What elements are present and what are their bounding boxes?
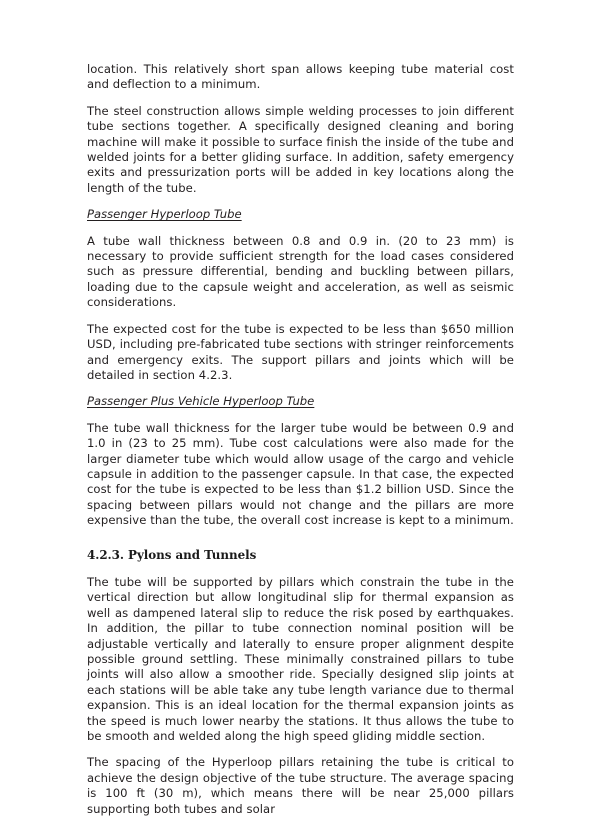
section-heading-pylons-and-tunnels: 4.2.3. Pylons and Tunnels <box>87 547 257 562</box>
paragraph-location-span: location. This relatively short span allows keeping tube material cost and deflection to a minimum. <box>87 62 514 92</box>
subheading-passenger-plus-vehicle-hyperloop-tube-label: Passenger Plus Vehicle Hyperloop Tube <box>87 394 315 409</box>
paragraph-expected-cost-tube: The expected cost for the tube is expected to be less than $650 million USD, including pre-fabricated tube sections with stringer reinforcements and emergency exits. The support pillars and joints which will be detailed in section 4.2.3. <box>87 321 514 382</box>
paragraph-tube-wall-thickness: A tube wall thickness between 0.8 and 0.9 in. (20 to 23 mm) is necessary to provide sufficient strength for the load cases considered such as pressure differential, bending and buckling between pillars, loading due to the capsule weight and acceleration, as well as seismic considerations. <box>87 233 514 310</box>
paragraph-tube-supported-by-pillars: The tube will be supported by pillars which constrain the tube in the vertical direction but allow longitudinal slip for thermal expansion as well as dampened lateral slip to reduce the risk posed by earthquakes. In addition, the pillar to tube connection nominal position will be adjustable vertically and laterally to ensure proper alignment despite possible ground settling. These minimally constrained pillars to tube joints will also allow a smoother ride. Specially designed slip joints at each stations will be able take any tube length variance due to thermal expansion. This is an ideal location for the thermal expansion joints as the speed is much lower nearby the stations. It thus allows the tube to be smooth and welded along the high speed gliding middle section. <box>87 574 514 744</box>
document-text-column <box>87 62 514 828</box>
subheading-passenger-hyperloop-tube-label: Passenger Hyperloop Tube <box>87 207 242 222</box>
paragraph-pillar-spacing: The spacing of the Hyperloop pillars retaining the tube is critical to achieve the design objective of the tube structure. The average spacing is 100 ft (30 m), which means there will be near 25,000 pillars supporting both tubes and solar <box>87 755 514 816</box>
paragraph-larger-tube-thickness: The tube wall thickness for the larger tube would be between 0.9 and 1.0 in (23 to 25 mm). Tube cost calculations were also made for the larger diameter tube which would allow usage of the cargo and vehicle capsule in addition to the passenger capsule. In that case, the expected cost for the tube is expected to be less than $1.2 billion USD. Since the spacing between pillars would not change and the pillars are more expensive than the tube, the overall cost increase is kept to a minimum. <box>87 420 514 528</box>
paragraph-steel-construction: The steel construction allows simple welding processes to join different tube sections together. A specifically designed cleaning and boring machine will make it possible to surface finish the inside of the tube and welded joints for a better gliding surface. In addition, safety emergency exits and pressurization ports will be added in key locations along the length of the tube. <box>87 103 514 195</box>
subheading-passenger-hyperloop-tube <box>87 207 514 222</box>
subheading-passenger-plus-vehicle-hyperloop-tube <box>87 394 514 409</box>
